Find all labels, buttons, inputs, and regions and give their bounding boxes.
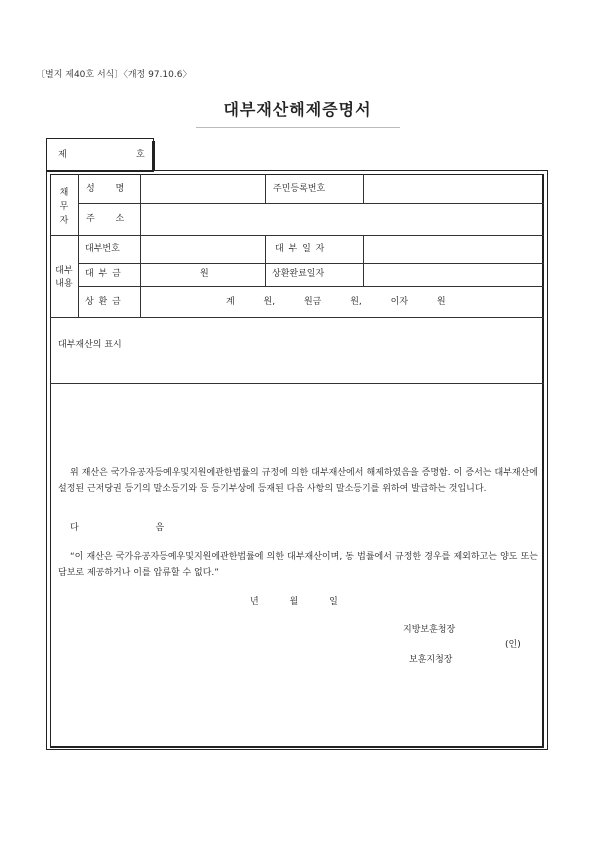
issuer-branch-office: 보훈지청장	[409, 655, 453, 665]
title-underline	[196, 127, 400, 128]
property-label: 대부재산의 표시	[58, 340, 122, 350]
resident-id-field[interactable]	[364, 175, 542, 202]
document-title: 대부재산해제증명서	[223, 100, 372, 119]
form-reference: 〔별지 제40호 서식〕〈개정 97.10.6〉	[36, 70, 192, 80]
loan-amount-unit: 원	[200, 269, 209, 279]
loan-number-field[interactable]	[141, 236, 264, 262]
repay-breakdown: 계 원, 원금 원, 이자 원	[226, 297, 446, 307]
number-prefix: 제	[58, 150, 67, 160]
seal-mark: (인)	[505, 640, 521, 650]
following-label: 다 음	[70, 523, 165, 533]
property-field[interactable]	[52, 355, 542, 381]
certificate-statement: 위 재산은 국가유공자등예우및지원에관한법률의 규정에 의한 대부재산에서 해제하였음을 증명함. 이 증서는 대부재산에 설정된 근저당권 등기의 말소등기와 등 등기부상에 등재된 다음 사항의 말소등기를 위하여 발급하는 것입니다.	[58, 468, 538, 494]
repay-date-field[interactable]	[364, 264, 542, 285]
loan-group-label: 대부내용	[55, 266, 73, 289]
issue-date-line: 년 월 일	[250, 597, 338, 607]
loan-amount-label: 대 부 금	[85, 269, 122, 279]
name-label: 성 명	[86, 184, 125, 194]
debtor-group-label: 채무자	[59, 188, 69, 226]
repay-date-label: 상환완료일자	[272, 269, 325, 279]
issuer-regional-office: 지방보훈청장	[403, 625, 456, 635]
col-line	[265, 174, 266, 203]
address-label: 주 소	[86, 214, 125, 224]
repay-amount-label: 상 환 금	[85, 297, 122, 307]
row-line	[50, 383, 544, 384]
loan-number-label: 대부번호	[85, 244, 120, 254]
legal-notice: “이 재산은 국가유공자등예우및지원에관한법률에 의한 대부재산이며, 동 법률에서 규정한 경우를 제외하고는 양도 또는 담보로 제공하거나 이를 압류할 수 없다.”	[58, 552, 538, 578]
loan-date-field[interactable]	[364, 236, 542, 262]
number-box-shadow	[152, 141, 155, 171]
repay-amount-field[interactable]	[141, 287, 542, 316]
name-field[interactable]	[141, 175, 264, 202]
row-line	[50, 317, 544, 318]
col-line	[265, 235, 266, 286]
loan-date-label: 대 부 일 자	[275, 244, 326, 254]
number-suffix: 호	[136, 150, 145, 160]
resident-id-label: 주민등록번호	[273, 184, 326, 194]
col-line	[78, 174, 79, 317]
address-field[interactable]	[141, 204, 542, 234]
